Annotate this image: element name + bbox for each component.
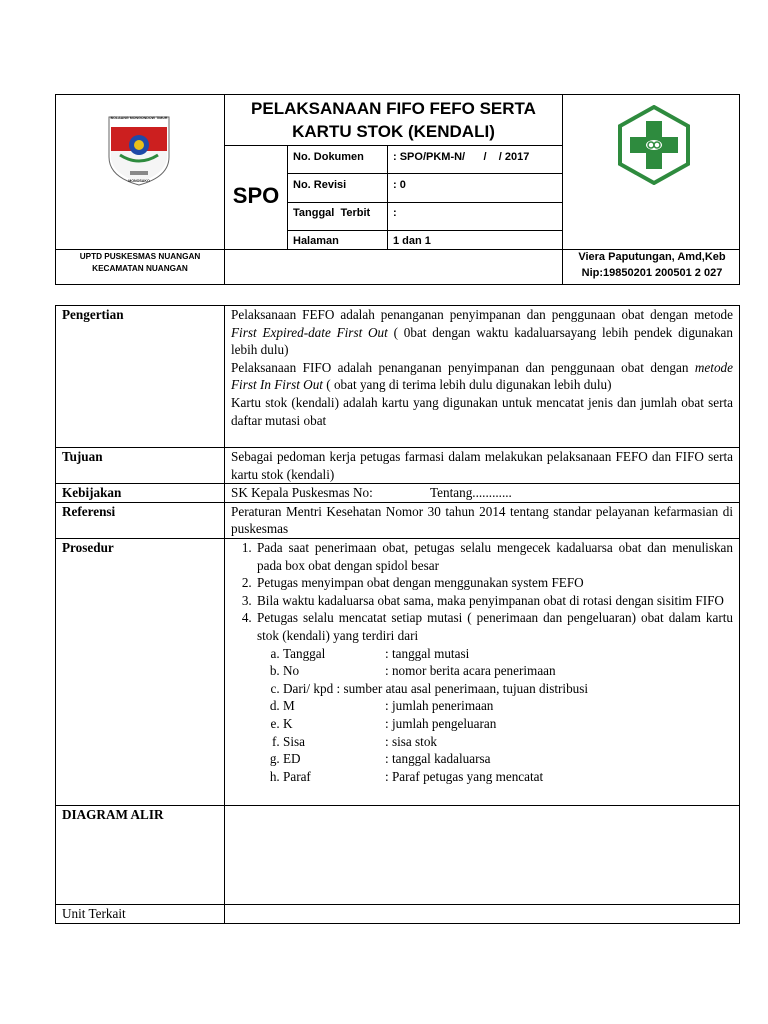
kebijakan-tentang: Tentang............ bbox=[430, 485, 512, 501]
row-diagram-alir bbox=[56, 805, 740, 904]
value-kebijakan bbox=[225, 484, 740, 503]
column-item: b. No : nomor berita acara penerimaan bbox=[283, 662, 733, 680]
column-item: e. K : jumlah pengeluaran bbox=[283, 715, 733, 733]
puskesmas-logo bbox=[618, 105, 690, 185]
value-pengertian bbox=[225, 306, 740, 448]
label-unit-terkait: Unit Terkait bbox=[56, 904, 225, 923]
pengertian-fifo: Pelaksanaan FIFO adalah penanganan penyimpanan dan penggunaan obat dengan metode First In First Out ( obat yang di terima lebih dulu digunakan lebih dulu) bbox=[231, 359, 733, 393]
row-prosedur bbox=[56, 538, 740, 805]
row-referensi bbox=[56, 502, 740, 538]
meta-label-no-revisi: No. Revisi bbox=[293, 179, 347, 191]
meta-label-tanggal-terbit: Tanggal Terbit bbox=[293, 207, 371, 219]
label-referensi: Referensi bbox=[56, 502, 225, 538]
procedure-step: 1. Pada saat penerimaan obat, petugas selalu mengecek kadaluarsa obat dan menuliskan pada box obat dengan spidol besar bbox=[255, 539, 733, 574]
meta-value-tanggal-terbit: : bbox=[393, 207, 397, 219]
column-item: d. M : jumlah penerimaan bbox=[283, 697, 733, 715]
regency-crest-logo bbox=[106, 115, 172, 187]
label-tujuan: Tujuan bbox=[56, 448, 225, 484]
kartu-stok-columns bbox=[257, 645, 733, 786]
logo-left-motto: MONOSAKO bbox=[128, 179, 150, 183]
value-diagram-alir bbox=[225, 805, 740, 904]
value-referensi: Peraturan Mentri Kesehatan Nomor 30 tahun 2014 tentang standar pelayanan kefarmasian di puskesmas bbox=[225, 502, 740, 538]
row-tujuan bbox=[56, 448, 740, 484]
row-kebijakan bbox=[56, 484, 740, 503]
organization-name: UPTD PUSKESMAS NUANGAN KECAMATAN NUANGAN bbox=[79, 252, 201, 273]
value-unit-terkait bbox=[225, 904, 740, 923]
label-kebijakan: Kebijakan bbox=[56, 484, 225, 503]
procedure-steps bbox=[231, 539, 733, 785]
row-unit-terkait bbox=[56, 904, 740, 923]
column-item: f. Sisa : sisa stok bbox=[283, 733, 733, 751]
meta-value-halaman: 1 dan 1 bbox=[393, 235, 431, 247]
sop-body-table bbox=[55, 305, 740, 924]
signer-block bbox=[564, 249, 740, 281]
document-header bbox=[55, 94, 740, 285]
column-item: g. ED : tanggal kadaluarsa bbox=[283, 750, 733, 768]
spo-label: SPO bbox=[232, 183, 280, 208]
value-prosedur bbox=[225, 538, 740, 805]
procedure-step: 3. Bila waktu kadaluarsa obat sama, maka penyimpanan obat di rotasi dengan sisitim FIFO bbox=[255, 592, 733, 610]
label-pengertian: Pengertian bbox=[56, 306, 225, 448]
row-pengertian bbox=[56, 306, 740, 448]
value-tujuan: Sebagai pedoman kerja petugas farmasi dalam melakukan pelaksanaan FEFO dan FIFO serta kartu stok (kendali) bbox=[225, 448, 740, 484]
document-title: PELAKSANAAN FIFO FEFO SERTA KARTU STOK (KENDALI) bbox=[251, 99, 536, 141]
signer-name: Viera Paputungan, Amd,Keb bbox=[578, 251, 726, 263]
logo-left-text: BOLAANG MONGONDOW TIMUR bbox=[110, 116, 168, 120]
column-item: h. Paraf : Paraf petugas yang mencatat bbox=[283, 768, 733, 786]
label-diagram-alir: DIAGRAM ALIR bbox=[56, 805, 225, 904]
meta-value-no-dokumen: : SPO/PKM-N/ / / 2017 bbox=[393, 151, 530, 163]
procedure-step: 4. Petugas selalu mencatat setiap mutasi ( penerimaan dan pengeluaran) obat dalam kartu stok (kendali) yang terdiri dari a. Tanggal : tanggal mutasi b. No : nomor berita acara penerimaan c. Dari/ kpd : sumber atau asal penerimaan, tujuan distribusi d. M : jumlah penerimaan e. K : jumlah pengeluaran f. Sisa : sisa stok g. ED : tanggal kadaluarsa h. Paraf : Paraf petugas yang mencatat bbox=[255, 609, 733, 785]
column-item: a. Tanggal : tanggal mutasi bbox=[283, 645, 733, 663]
meta-label-no-dokumen: No. Dokumen bbox=[293, 151, 364, 163]
procedure-step: 2. Petugas menyimpan obat dengan menggunakan system FEFO bbox=[255, 574, 733, 592]
meta-value-no-revisi: : 0 bbox=[393, 179, 406, 191]
kebijakan-sk: SK Kepala Puskesmas No: bbox=[231, 485, 373, 501]
label-prosedur: Prosedur bbox=[56, 538, 225, 805]
signer-nip: Nip:19850201 200501 2 027 bbox=[581, 267, 723, 279]
pengertian-fefo: Pelaksanaan FEFO adalah penanganan penyimpanan dan penggunaan obat dengan metode First Expired-date First Out ( 0bat dengan waktu kadaluarsayang lebih pendek digunakan lebih dulu) bbox=[231, 307, 733, 358]
pengertian-kartu-stok: Kartu stok (kendali) adalah kartu yang digunakan untuk mencatat jenis dan jumlah obat serta daftar mutasi obat bbox=[231, 394, 733, 428]
meta-label-halaman: Halaman bbox=[293, 235, 339, 247]
column-item: c. Dari/ kpd : sumber atau asal penerimaan, tujuan distribusi bbox=[283, 680, 733, 698]
